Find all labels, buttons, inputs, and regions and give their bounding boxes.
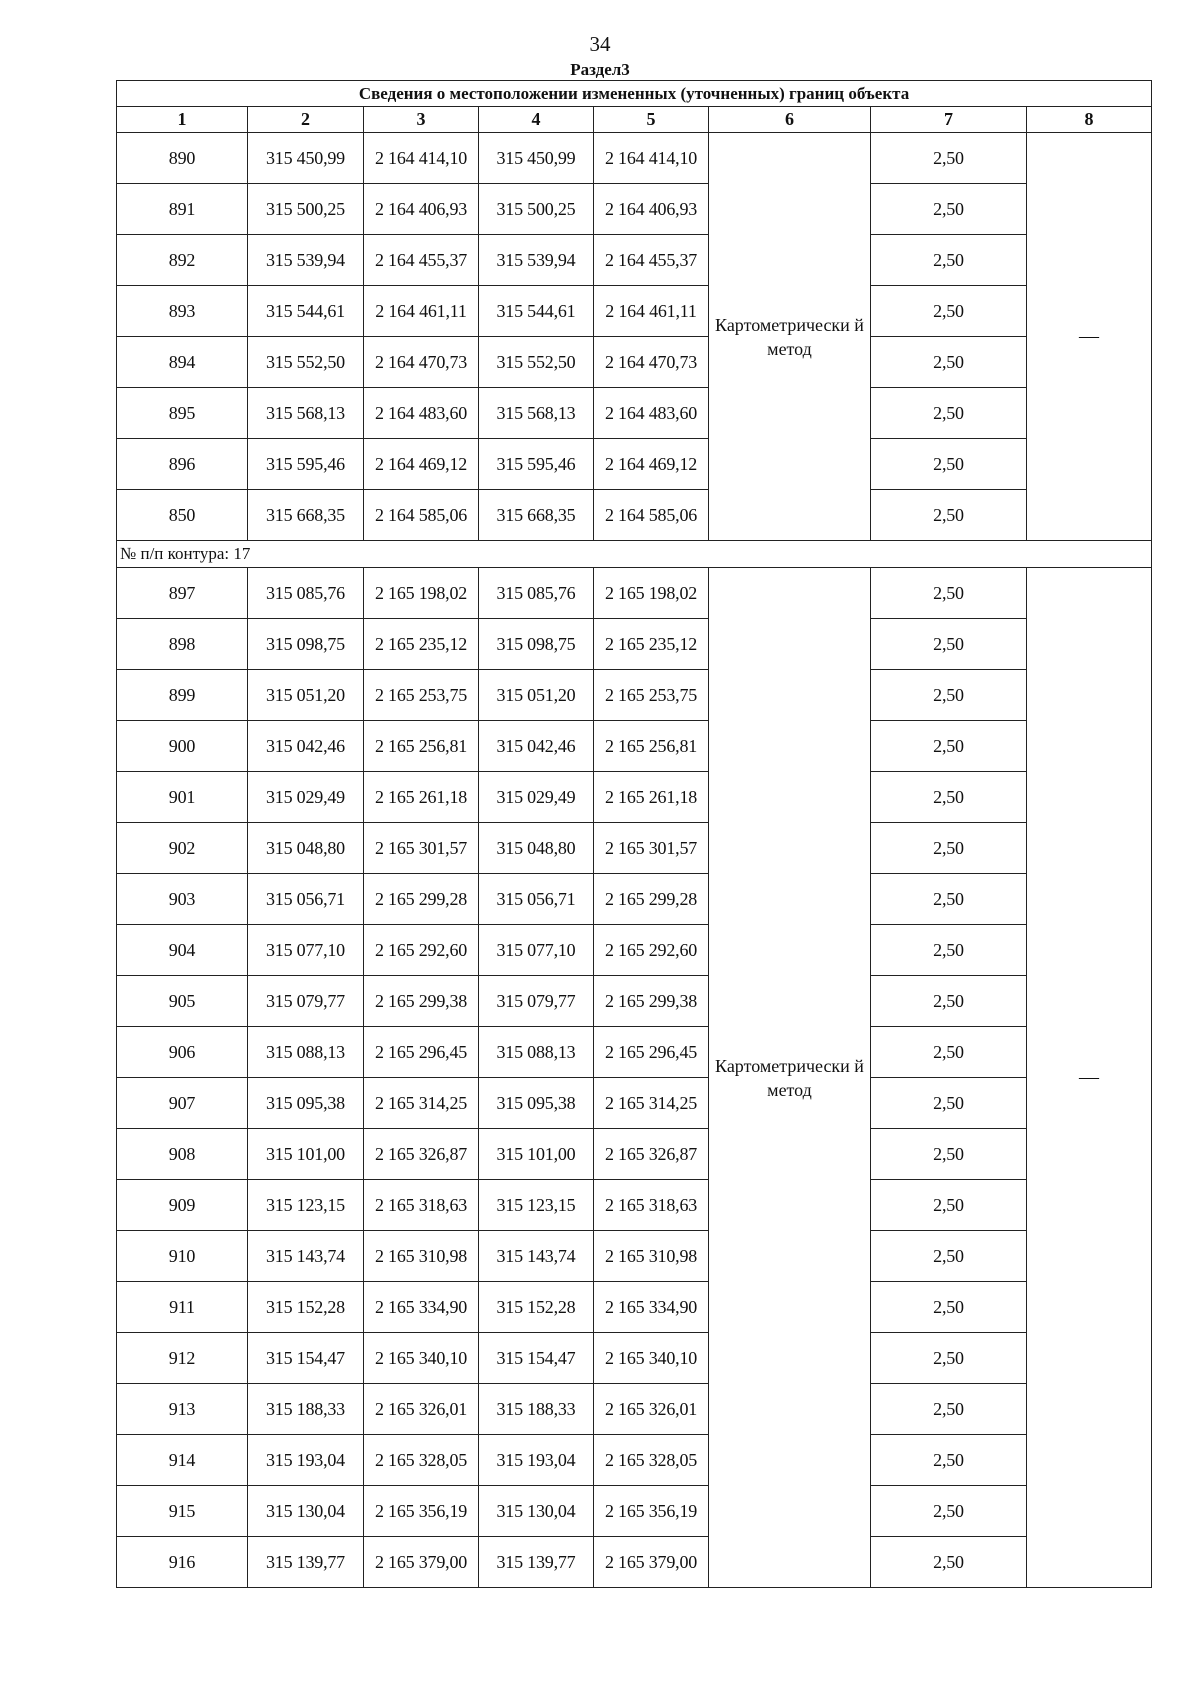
cell-col-3: 2 165 299,28 <box>364 874 479 925</box>
cell-col-4: 315 048,80 <box>479 823 594 874</box>
cell-col-2: 315 130,04 <box>248 1486 364 1537</box>
cell-col-4: 315 568,13 <box>479 388 594 439</box>
cell-col-4: 315 154,47 <box>479 1333 594 1384</box>
table-row <box>117 1231 1152 1282</box>
cell-col-2: 315 595,46 <box>248 439 364 490</box>
cell-col-5: 2 164 483,60 <box>594 388 709 439</box>
point-number-cell: 902 <box>117 823 248 874</box>
point-number-cell: 903 <box>117 874 248 925</box>
cell-col-2: 315 139,77 <box>248 1537 364 1588</box>
table-row <box>117 1180 1152 1231</box>
cell-col-7: 2,50 <box>871 1333 1027 1384</box>
cell-col-5: 2 164 414,10 <box>594 133 709 184</box>
cell-col-3: 2 165 256,81 <box>364 721 479 772</box>
cell-col-7: 2,50 <box>871 235 1027 286</box>
point-number-cell: 910 <box>117 1231 248 1282</box>
point-number-cell: 904 <box>117 925 248 976</box>
contour-row <box>117 541 1152 568</box>
cell-col-5: 2 165 299,38 <box>594 976 709 1027</box>
contour-label: № п/п контура: 17 <box>117 541 1152 568</box>
method-cell: Картометрически й метод <box>709 133 871 541</box>
table-row <box>117 133 1152 184</box>
cell-col-4: 315 077,10 <box>479 925 594 976</box>
cell-col-4: 315 544,61 <box>479 286 594 337</box>
cell-col-7: 2,50 <box>871 976 1027 1027</box>
cell-col-2: 315 539,94 <box>248 235 364 286</box>
table-row <box>117 874 1152 925</box>
cell-col-3: 2 165 314,25 <box>364 1078 479 1129</box>
cell-col-2: 315 188,33 <box>248 1384 364 1435</box>
point-number-cell: 916 <box>117 1537 248 1588</box>
table-row <box>117 439 1152 490</box>
cell-col-2: 315 077,10 <box>248 925 364 976</box>
cell-col-4: 315 088,13 <box>479 1027 594 1078</box>
cell-col-3: 2 165 235,12 <box>364 619 479 670</box>
column-number: 5 <box>594 107 709 133</box>
cell-col-5: 2 165 299,28 <box>594 874 709 925</box>
point-number-cell: 901 <box>117 772 248 823</box>
point-number-cell: 898 <box>117 619 248 670</box>
cell-col-2: 315 095,38 <box>248 1078 364 1129</box>
column-number-row <box>117 107 1152 133</box>
cell-col-5: 2 164 470,73 <box>594 337 709 388</box>
cell-col-2: 315 552,50 <box>248 337 364 388</box>
cell-col-4: 315 130,04 <box>479 1486 594 1537</box>
cell-col-7: 2,50 <box>871 874 1027 925</box>
cell-col-7: 2,50 <box>871 388 1027 439</box>
cell-col-3: 2 165 326,01 <box>364 1384 479 1435</box>
cell-col-5: 2 165 256,81 <box>594 721 709 772</box>
cell-col-7: 2,50 <box>871 721 1027 772</box>
cell-col-7: 2,50 <box>871 1486 1027 1537</box>
cell-col-4: 315 193,04 <box>479 1435 594 1486</box>
table-row <box>117 721 1152 772</box>
table-row <box>117 1384 1152 1435</box>
cell-col-3: 2 164 455,37 <box>364 235 479 286</box>
cell-col-5: 2 165 314,25 <box>594 1078 709 1129</box>
column-number: 3 <box>364 107 479 133</box>
cell-col-4: 315 098,75 <box>479 619 594 670</box>
cell-col-2: 315 450,99 <box>248 133 364 184</box>
cell-col-5: 2 165 318,63 <box>594 1180 709 1231</box>
cell-col-7: 2,50 <box>871 568 1027 619</box>
point-number-cell: 911 <box>117 1282 248 1333</box>
table-row <box>117 568 1152 619</box>
table-row <box>117 1333 1152 1384</box>
method-cell: Картометрически й метод <box>709 568 871 1588</box>
cell-col-2: 315 193,04 <box>248 1435 364 1486</box>
cell-col-3: 2 165 334,90 <box>364 1282 479 1333</box>
table-caption: Сведения о местоположении измененных (уточненных) границ объекта <box>117 81 1152 107</box>
cell-col-5: 2 165 198,02 <box>594 568 709 619</box>
cell-col-2: 315 568,13 <box>248 388 364 439</box>
cell-col-4: 315 079,77 <box>479 976 594 1027</box>
cell-col-3: 2 164 469,12 <box>364 439 479 490</box>
cell-col-5: 2 165 261,18 <box>594 772 709 823</box>
cell-col-4: 315 668,35 <box>479 490 594 541</box>
point-number-cell: 908 <box>117 1129 248 1180</box>
table-body <box>117 133 1152 1588</box>
cell-col-4: 315 051,20 <box>479 670 594 721</box>
cell-col-4: 315 188,33 <box>479 1384 594 1435</box>
cell-col-5: 2 165 356,19 <box>594 1486 709 1537</box>
table-row <box>117 670 1152 721</box>
cell-col-4: 315 085,76 <box>479 568 594 619</box>
cell-col-7: 2,50 <box>871 1282 1027 1333</box>
cell-col-3: 2 165 356,19 <box>364 1486 479 1537</box>
cell-col-7: 2,50 <box>871 1231 1027 1282</box>
cell-col-4: 315 101,00 <box>479 1129 594 1180</box>
cell-col-3: 2 165 379,00 <box>364 1537 479 1588</box>
point-number-cell: 897 <box>117 568 248 619</box>
cell-col-3: 2 165 310,98 <box>364 1231 479 1282</box>
cell-col-7: 2,50 <box>871 619 1027 670</box>
cell-col-7: 2,50 <box>871 1180 1027 1231</box>
cell-col-5: 2 165 326,01 <box>594 1384 709 1435</box>
cell-col-3: 2 165 261,18 <box>364 772 479 823</box>
cell-col-4: 315 143,74 <box>479 1231 594 1282</box>
cell-col-5: 2 165 253,75 <box>594 670 709 721</box>
cell-col-3: 2 164 406,93 <box>364 184 479 235</box>
table-row <box>117 925 1152 976</box>
point-number-cell: 905 <box>117 976 248 1027</box>
cell-col-4: 315 152,28 <box>479 1282 594 1333</box>
cell-col-7: 2,50 <box>871 925 1027 976</box>
cell-col-3: 2 164 414,10 <box>364 133 479 184</box>
point-number-cell: 915 <box>117 1486 248 1537</box>
cell-col-3: 2 165 299,38 <box>364 976 479 1027</box>
cell-col-4: 315 450,99 <box>479 133 594 184</box>
cell-col-5: 2 164 455,37 <box>594 235 709 286</box>
cell-col-7: 2,50 <box>871 133 1027 184</box>
page-number: 34 <box>589 32 611 56</box>
point-number-cell: 894 <box>117 337 248 388</box>
cell-col-4: 315 139,77 <box>479 1537 594 1588</box>
cell-col-7: 2,50 <box>871 1078 1027 1129</box>
cell-col-5: 2 164 469,12 <box>594 439 709 490</box>
cell-col-2: 315 042,46 <box>248 721 364 772</box>
cell-col-7: 2,50 <box>871 1537 1027 1588</box>
cell-col-5: 2 165 379,00 <box>594 1537 709 1588</box>
cell-col-4: 315 123,15 <box>479 1180 594 1231</box>
cell-col-5: 2 165 328,05 <box>594 1435 709 1486</box>
cell-col-4: 315 500,25 <box>479 184 594 235</box>
cell-col-5: 2 165 326,87 <box>594 1129 709 1180</box>
cell-col-5: 2 164 461,11 <box>594 286 709 337</box>
cell-col-7: 2,50 <box>871 823 1027 874</box>
point-number-cell: 906 <box>117 1027 248 1078</box>
cell-col-2: 315 101,00 <box>248 1129 364 1180</box>
table-row <box>117 490 1152 541</box>
cell-col-7: 2,50 <box>871 772 1027 823</box>
table-row <box>117 976 1152 1027</box>
section-title: Раздел3 <box>570 60 630 79</box>
point-number-cell: 914 <box>117 1435 248 1486</box>
cell-col-5: 2 165 292,60 <box>594 925 709 976</box>
table-row <box>117 823 1152 874</box>
cell-col-4: 315 552,50 <box>479 337 594 388</box>
cell-col-2: 315 079,77 <box>248 976 364 1027</box>
col-8-cell: — <box>1027 133 1152 541</box>
cell-col-2: 315 051,20 <box>248 670 364 721</box>
point-number-cell: 850 <box>117 490 248 541</box>
table-row <box>117 286 1152 337</box>
point-number-cell: 912 <box>117 1333 248 1384</box>
cell-col-5: 2 165 310,98 <box>594 1231 709 1282</box>
cell-col-2: 315 088,13 <box>248 1027 364 1078</box>
cell-col-7: 2,50 <box>871 1435 1027 1486</box>
cell-col-5: 2 164 585,06 <box>594 490 709 541</box>
column-number: 2 <box>248 107 364 133</box>
cell-col-4: 315 056,71 <box>479 874 594 925</box>
cell-col-3: 2 164 585,06 <box>364 490 479 541</box>
cell-col-7: 2,50 <box>871 184 1027 235</box>
cell-col-3: 2 165 328,05 <box>364 1435 479 1486</box>
cell-col-7: 2,50 <box>871 286 1027 337</box>
table-row <box>117 1486 1152 1537</box>
cell-col-7: 2,50 <box>871 1129 1027 1180</box>
point-number-cell: 913 <box>117 1384 248 1435</box>
cell-col-5: 2 165 235,12 <box>594 619 709 670</box>
cell-col-2: 315 029,49 <box>248 772 364 823</box>
table-row <box>117 772 1152 823</box>
point-number-cell: 892 <box>117 235 248 286</box>
cell-col-7: 2,50 <box>871 337 1027 388</box>
point-number-cell: 900 <box>117 721 248 772</box>
cell-col-2: 315 500,25 <box>248 184 364 235</box>
cell-col-3: 2 165 292,60 <box>364 925 479 976</box>
column-number: 6 <box>709 107 871 133</box>
cell-col-3: 2 165 301,57 <box>364 823 479 874</box>
cell-col-7: 2,50 <box>871 1027 1027 1078</box>
column-number: 4 <box>479 107 594 133</box>
cell-col-4: 315 095,38 <box>479 1078 594 1129</box>
cell-col-2: 315 123,15 <box>248 1180 364 1231</box>
cell-col-7: 2,50 <box>871 490 1027 541</box>
table-row <box>117 235 1152 286</box>
table-row <box>117 1537 1152 1588</box>
cell-col-2: 315 143,74 <box>248 1231 364 1282</box>
cell-col-3: 2 165 296,45 <box>364 1027 479 1078</box>
point-number-cell: 899 <box>117 670 248 721</box>
point-number-cell: 895 <box>117 388 248 439</box>
cell-col-3: 2 165 253,75 <box>364 670 479 721</box>
cell-col-5: 2 165 334,90 <box>594 1282 709 1333</box>
cell-col-2: 315 152,28 <box>248 1282 364 1333</box>
table-row <box>117 619 1152 670</box>
cell-col-2: 315 085,76 <box>248 568 364 619</box>
table-row <box>117 337 1152 388</box>
cell-col-4: 315 539,94 <box>479 235 594 286</box>
cell-col-3: 2 165 326,87 <box>364 1129 479 1180</box>
table-row <box>117 184 1152 235</box>
point-number-cell: 907 <box>117 1078 248 1129</box>
table-row <box>117 1129 1152 1180</box>
point-number-cell: 909 <box>117 1180 248 1231</box>
cell-col-2: 315 048,80 <box>248 823 364 874</box>
cell-col-4: 315 042,46 <box>479 721 594 772</box>
col-8-cell: — <box>1027 568 1152 1588</box>
cell-col-3: 2 164 483,60 <box>364 388 479 439</box>
cell-col-4: 315 029,49 <box>479 772 594 823</box>
cell-col-5: 2 165 301,57 <box>594 823 709 874</box>
point-number-cell: 890 <box>117 133 248 184</box>
cell-col-3: 2 165 198,02 <box>364 568 479 619</box>
column-number: 8 <box>1027 107 1152 133</box>
cell-col-2: 315 098,75 <box>248 619 364 670</box>
cell-col-5: 2 165 296,45 <box>594 1027 709 1078</box>
column-number: 7 <box>871 107 1027 133</box>
cell-col-3: 2 165 340,10 <box>364 1333 479 1384</box>
point-number-cell: 891 <box>117 184 248 235</box>
cell-col-3: 2 165 318,63 <box>364 1180 479 1231</box>
cell-col-7: 2,50 <box>871 439 1027 490</box>
cell-col-2: 315 544,61 <box>248 286 364 337</box>
point-number-cell: 896 <box>117 439 248 490</box>
table-row <box>117 1078 1152 1129</box>
boundary-table <box>116 80 1152 1588</box>
column-number: 1 <box>117 107 248 133</box>
cell-col-4: 315 595,46 <box>479 439 594 490</box>
cell-col-5: 2 165 340,10 <box>594 1333 709 1384</box>
table-row <box>117 1282 1152 1333</box>
point-number-cell: 893 <box>117 286 248 337</box>
cell-col-3: 2 164 461,11 <box>364 286 479 337</box>
cell-col-7: 2,50 <box>871 670 1027 721</box>
cell-col-5: 2 164 406,93 <box>594 184 709 235</box>
table-row <box>117 1027 1152 1078</box>
cell-col-2: 315 154,47 <box>248 1333 364 1384</box>
cell-col-7: 2,50 <box>871 1384 1027 1435</box>
cell-col-3: 2 164 470,73 <box>364 337 479 388</box>
cell-col-2: 315 668,35 <box>248 490 364 541</box>
table-row <box>117 1435 1152 1486</box>
table-row <box>117 388 1152 439</box>
cell-col-2: 315 056,71 <box>248 874 364 925</box>
